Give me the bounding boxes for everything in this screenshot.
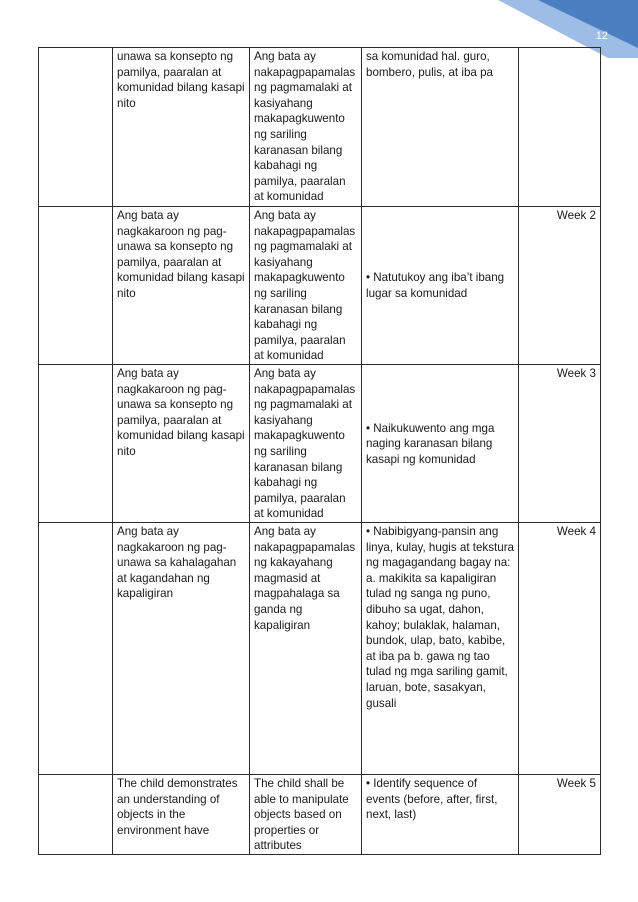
table-row	[39, 523, 601, 775]
content-standard-cell: Ang bata ay nagkakaroon ng pag-unawa sa konsepto ng pamilya, paaralan at komunidad bilang kasapi nito	[113, 365, 250, 523]
competency-cell: • Naikukuwento ang mga naging karanasan bilang kasapi ng komunidad	[362, 365, 519, 523]
page-number: 12	[595, 30, 608, 42]
performance-standard-cell: Ang bata ay nakapagpapamalas ng pagmamalaki at kasiyahang makapagkuwento ng sariling karanasan bilang kabahagi ng pamilya, paaralan at komunidad	[250, 365, 362, 523]
domain-cell	[39, 365, 113, 523]
table-row	[39, 775, 601, 855]
domain-cell	[39, 48, 113, 207]
competency-cell: • Nabibigyang-pansin ang linya, kulay, hugis at tekstura ng magagandang bagay na: a. makikita sa kapaligiran tulad ng sanga ng puno, dibuho sa ugat, dahon, kahoy; bulaklak, halaman, bundok, ulap, bato, kabibe, at iba pa b. gawa ng tao tulad ng mga sariling gamit, laruan, bote, sasakyan, gusali	[362, 523, 519, 775]
domain-cell	[39, 523, 113, 775]
content-standard-cell: The child demonstrates an understanding of objects in the environment have	[113, 775, 250, 855]
content-standard-cell: Ang bata ay nagkakaroon ng pag-unawa sa konsepto ng pamilya, paaralan at komunidad bilang kasapi nito	[113, 207, 250, 365]
competency-cell: sa komunidad hal. guro, bombero, pulis, at iba pa	[362, 48, 519, 207]
curriculum-table	[38, 47, 601, 855]
performance-standard-cell: Ang bata ay nakapagpapamalas ng pagmamalaki at kasiyahang makapagkuwento ng sariling karanasan bilang kabahagi ng pamilya, paaralan at komunidad	[250, 207, 362, 365]
content-standard-cell: Ang bata ay nagkakaroon ng pag-unawa sa kahalagahan at kagandahan ng kapaligiran	[113, 523, 250, 775]
performance-standard-cell: The child shall be able to manipulate objects based on properties or attributes	[250, 775, 362, 855]
week-cell	[519, 48, 601, 207]
competency-cell: • Identify sequence of events (before, after, first, next, last)	[362, 775, 519, 855]
competency-cell: • Natutukoy ang iba’t ibang lugar sa komunidad	[362, 207, 519, 365]
table-row	[39, 48, 601, 207]
table-row	[39, 365, 601, 523]
table-row	[39, 207, 601, 365]
content-standard-cell: unawa sa konsepto ng pamilya, paaralan at komunidad bilang kasapi nito	[113, 48, 250, 207]
week-cell: Week 3	[519, 365, 601, 523]
week-cell: Week 5	[519, 775, 601, 855]
week-cell: Week 4	[519, 523, 601, 775]
performance-standard-cell: Ang bata ay nakapagpapamalas ng pagmamalaki at kasiyahang makapagkuwento ng sariling karanasan bilang kabahagi ng pamilya, paaralan at komunidad	[250, 48, 362, 207]
performance-standard-cell: Ang bata ay nakapagpapamalas ng kakayahang magmasid at magpahalaga sa ganda ng kapaligiran	[250, 523, 362, 775]
domain-cell	[39, 207, 113, 365]
domain-cell	[39, 775, 113, 855]
week-cell: Week 2	[519, 207, 601, 365]
